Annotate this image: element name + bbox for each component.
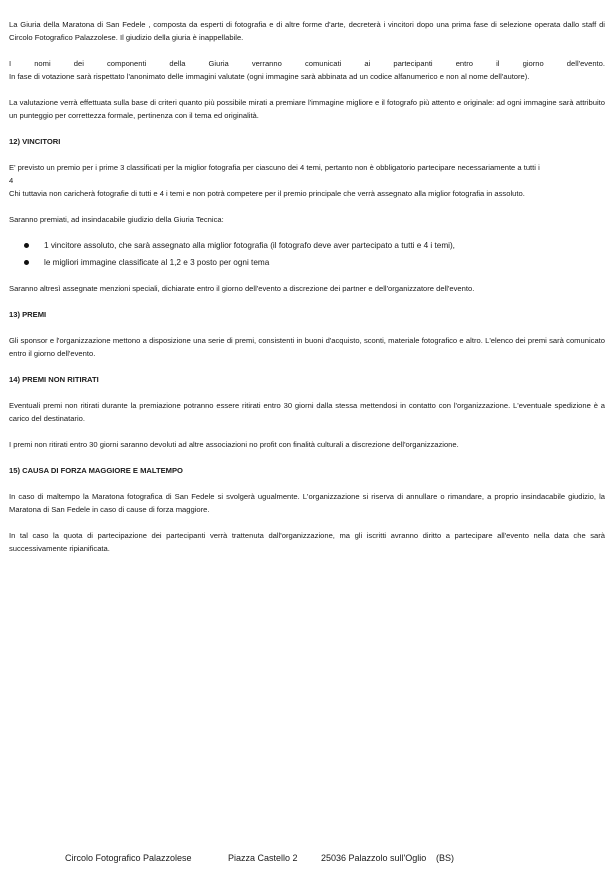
bad-weather-paragraph: In caso di maltempo la Maratona fotografica di San Fedele si svolgerà ugualmente. L'organizzazione si riserva di annullare o rimandare, a proprio insindacabile giudizio, la Maratona di San Fedele in caso di cause di forza maggiore. [9,492,605,514]
fee-retention-paragraph: In tal caso la quota di partecipazione dei partecipanti verrà trattenuta dall'organizzazione, ma gli iscritti avranno diritto a partecipare all'evento nella data che sarà successivamente ripianificata. [9,531,605,553]
anonymity-line: In fase di votazione sarà rispettato l'anonimato delle immagini valutate (ogni immagine sarà abbinata ad un codice alfanumerico e non al nome dell'autore). [9,72,530,81]
jury-paragraph: La Giuria della Maratona di San Fedele , composta da esperti di fotografia e di altre forme d'arte, decreterà i vincitori dopo una prima fase di selezione operata dallo staff di Circolo Fotografico Palazzolese. Il giudizio della giuria è inappellabile. [9,20,605,42]
section-heading-premi: 13) PREMI [9,310,47,319]
prize-line-2: 4 [9,176,14,185]
jury-members-line: I nomi dei componenti della Giuria verranno comunicati ai partecipanti entro il giorno dell'evento. [9,59,605,68]
awarded-intro: Saranno premiati, ad insindacabile giudizio della Giuria Tecnica: [9,215,224,224]
list-item [9,254,605,271]
winners-list [9,237,605,271]
footer-province: (BS) [436,853,454,863]
prize-line-1: E' previsto un premio per i prime 3 classificati per la miglior fotografia per ciascuno dei 4 temi, pertanto non è obbligatorio partecipare necessariamente a tutti i [9,163,540,172]
bullet-icon [24,260,29,265]
footer-address: Piazza Castello 2 [228,853,298,863]
unclaimed-donation-paragraph: I premi non ritirati entro 30 giorni saranno devoluti ad altre associazioni no profit con finalità culturali a discrezione dell'organizzazione. [9,440,459,449]
section-heading-premi-non-ritirati: 14) PREMI NON RITIRATI [9,375,99,384]
section-heading-vincitori: 12) VINCITORI [9,137,61,146]
section-heading-forza-maggiore: 15) CAUSA DI FORZA MAGGIORE E MALTEMPO [9,466,183,475]
footer-organization: Circolo Fotografico Palazzolese [65,853,192,863]
bullet-icon [24,243,29,248]
list-item-text: 1 vincitore assoluto, che sarà assegnato alla miglior fotografia (il fotografo deve aver partecipato a tutti e 4 i temi), [44,241,455,250]
unclaimed-prizes-paragraph: Eventuali premi non ritirati durante la premiazione potranno essere ritirati entro 30 giorni dalla stessa mettendosi in contatto con l'organizzazione. L'eventuale spedizione è a carico del destinatario. [9,401,605,423]
page-footer [0,851,616,865]
document-page [9,18,605,555]
evaluation-paragraph: La valutazione verrà effettuata sulla base di criteri quanto più possibile mirati a premiare l'immagine migliore e il fotografo più attento e originale: ad ogni immagine sarà attribuito un punteggio per correttezza formale, pertinenza con il tema ed originalità. [9,98,605,120]
special-mentions-paragraph: Saranno altresì assegnate menzioni speciali, dichiarate entro il giorno dell'evento a discrezione dei partner e dell'organizzatore dell'evento. [9,284,475,293]
prizes-paragraph: Gli sponsor e l'organizzazione mettono a disposizione una serie di premi, consistenti in buoni d'acquisto, sconti, materiale fotografico e altro. L'elenco dei premi sarà comunicato entro il giorno dell'evento. [9,336,605,358]
prize-line-3: Chi tuttavia non caricherà fotografie di tutti e 4 i temi e non potrà competere per il premio principale che verrà assegnato alla miglior fotografia in assoluto. [9,189,525,198]
footer-city: 25036 Palazzolo sull'Oglio [321,853,427,863]
list-item [9,237,605,254]
list-item-text: le migliori immagine classificate al 1,2 e 3 posto per ogni tema [44,258,270,267]
